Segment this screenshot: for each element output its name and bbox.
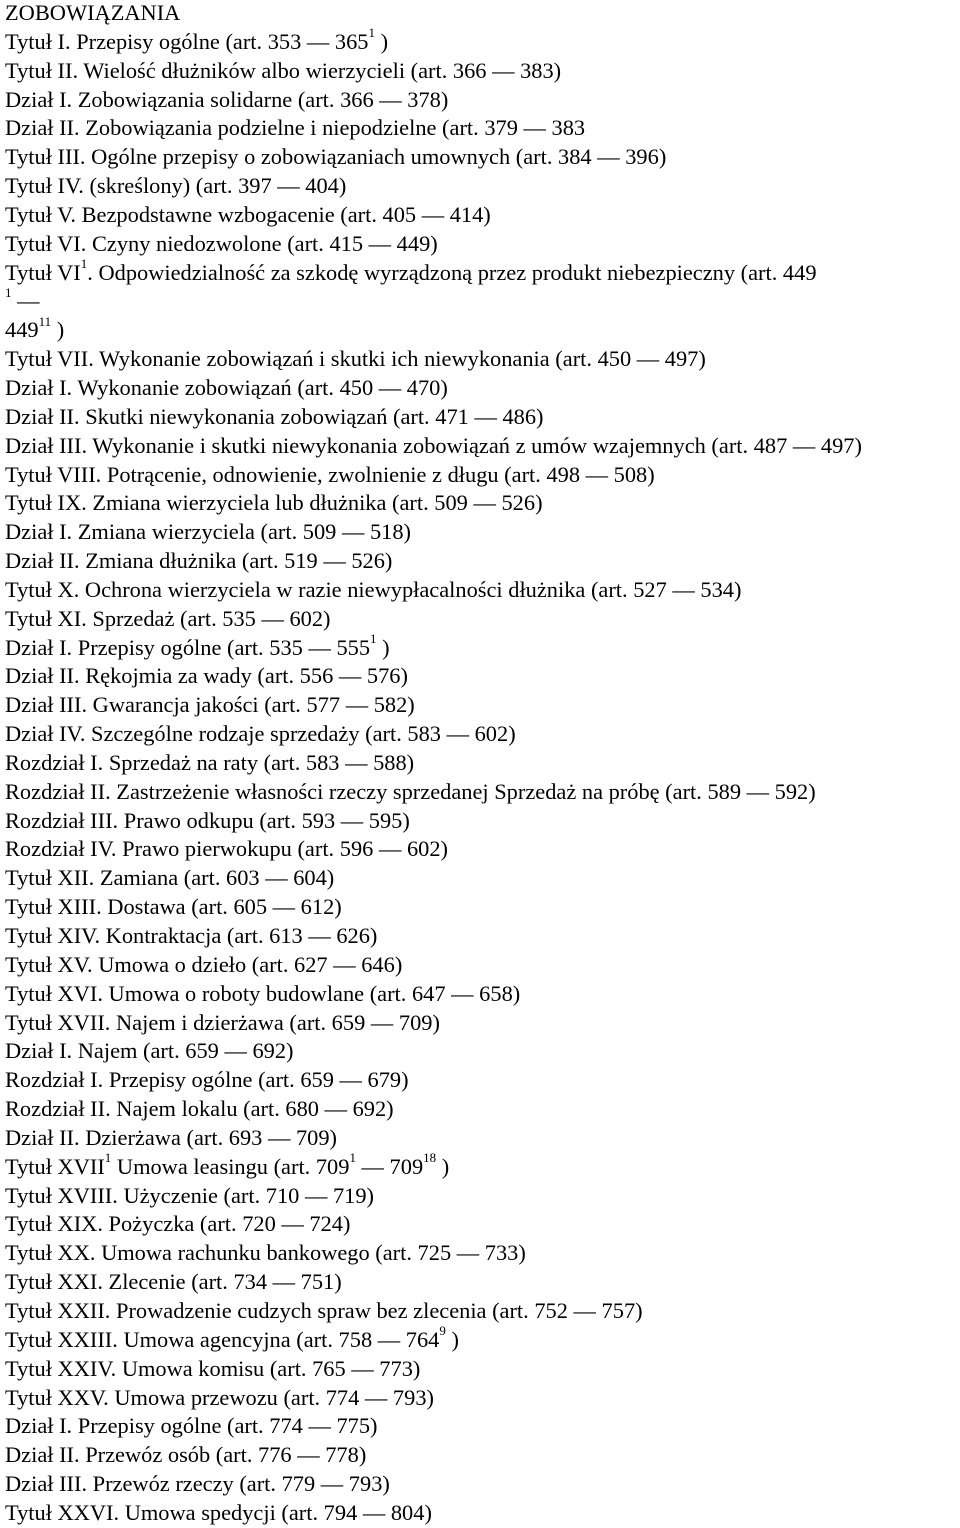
toc-entry [5, 1297, 955, 1326]
range-dash: — [341, 519, 370, 545]
range-end: 602) [289, 605, 331, 631]
toc-entry-text: Tytuł I. Przepisy ogólne (art. 353 [5, 28, 307, 54]
document-heading: ZOBOWIĄZANIA [5, 0, 181, 25]
range-dash: — [306, 28, 335, 54]
range-dash: — [272, 1269, 301, 1295]
toc-entry [5, 57, 955, 86]
toc-entry [5, 489, 955, 518]
toc-entry-text: Tytuł VI. Czyny niedozwolone (art. 415 [5, 230, 369, 256]
range-end: 602) [406, 836, 448, 862]
range-dash: — [573, 1297, 602, 1323]
range-end: 365 [334, 28, 369, 54]
superscript: 1 [349, 1150, 356, 1166]
toc-entry-text: Dział II. Przewóz osób (art. 776 [5, 1442, 298, 1468]
range-end: 692) [352, 1096, 394, 1122]
toc-entry [5, 835, 955, 864]
toc-entry [5, 1323, 955, 1355]
toc-entry [5, 1499, 955, 1528]
range-end: 709 [383, 1153, 424, 1179]
toc-entry-text: Dział III. Wykonanie i skutki niewykonania zobowiązań z umów wzajemnych (art. 487 [5, 432, 793, 458]
toc-entry-text: Tytuł XIX. Pożyczka (art. 720 [5, 1211, 282, 1237]
toc-entry [5, 313, 955, 345]
toc-entry [5, 1412, 955, 1441]
toc-entry-text: Tytuł XI. Sprzedaż (art. 535 [5, 605, 262, 631]
toc-entry-text: Dział II. Zmiana dłużnika (art. 519 [5, 548, 324, 574]
toc-entry [5, 951, 955, 980]
range-dash: — [281, 1211, 310, 1237]
toc-entry-text: Dział II. Rękojmia za wady (art. 556 [5, 663, 339, 689]
toc-entry [5, 345, 955, 374]
range-end: 626) [336, 923, 378, 948]
range-end: 592) [774, 778, 816, 804]
superscript: 1 [104, 1150, 112, 1166]
range-dash: — [324, 1096, 353, 1122]
range-end: 724) [309, 1211, 351, 1237]
toc-entry [5, 114, 955, 143]
range-dash: — [323, 548, 352, 574]
toc-entry-text: Rozdział IV. Prawo pierwokupu (art. 596 [5, 836, 379, 862]
range-dash: — [345, 749, 374, 775]
range-dash: — [585, 461, 614, 487]
range-dash: — [333, 951, 362, 977]
range-end: 793) [392, 1384, 434, 1410]
toc-entry [5, 1066, 955, 1095]
toc-entry-suffix: ) [51, 317, 65, 343]
range-end: 396) [625, 144, 667, 170]
toc-entry [5, 172, 955, 201]
range-dash: — [355, 1153, 384, 1179]
toc-entry [5, 1384, 955, 1413]
range-dash: — [265, 865, 294, 891]
range-dash: — [377, 1326, 406, 1352]
toc-entry-text: Tytuł XXIV. Umowa komisu (art. 765 [5, 1355, 352, 1381]
toc-entry-text: Tytuł III. Ogólne przepisy o zobowiązaniach umownych (art. 384 [5, 144, 598, 170]
toc-entry [5, 374, 955, 403]
range-end: 383) [520, 57, 562, 83]
superscript: 9 [439, 1323, 446, 1339]
range-end: 497) [820, 432, 862, 458]
toc-entry-text: Tytuł XXI. Zlecenie (art. 734 [5, 1269, 273, 1295]
range-dash: — [492, 57, 521, 83]
range-end: 497) [664, 346, 706, 372]
range-end: 449) [396, 230, 438, 256]
range-dash: — [308, 923, 337, 948]
toc-entry-suffix: ) [374, 28, 389, 54]
toc-entry [5, 1037, 955, 1066]
toc-entry [5, 605, 955, 634]
toc-entry [5, 1268, 955, 1297]
toc-entry [5, 256, 955, 288]
toc-entry-text: Rozdział II. Najem lokalu (art. 680 [5, 1096, 325, 1122]
toc-entry-text: Tytuł XVI. Umowa o roboty budowlane (art. 647 [5, 980, 452, 1006]
range-dash: — [297, 1442, 326, 1468]
toc-entry-text: Dział III. Przewóz rzeczy (art. 779 [5, 1471, 321, 1497]
range-end: 646) [361, 951, 403, 977]
toc-entry [5, 576, 955, 605]
toc-list [5, 25, 955, 1528]
range-dash: — [364, 1384, 393, 1410]
range-end: 404) [305, 173, 347, 199]
range-end: 470) [406, 374, 448, 400]
range-end: 692) [252, 1038, 294, 1064]
toc-entry-text: Tytuł XVII [5, 1153, 105, 1179]
toc-entry-text: Tytuł IV. (skreślony) (art. 397 [5, 173, 278, 199]
range-end: 764 [405, 1326, 440, 1352]
document-body [5, 0, 955, 1528]
toc-entry [5, 1182, 955, 1211]
toc-entry-suffix: — [11, 288, 40, 314]
range-dash: — [746, 778, 775, 804]
toc-entry-suffix: ) [436, 1153, 450, 1179]
toc-entry-text: Tytuł XXV. Umowa przewozu (art. 774 [5, 1384, 365, 1410]
toc-entry-text: Dział IV. Szczególne rodzaje sprzedaży (art. 583 [5, 721, 447, 747]
toc-entry [5, 807, 955, 836]
toc-entry-text: Tytuł XVII. Najem i dzierżawa (art. 659 [5, 1009, 371, 1035]
toc-entry-text: 449 [5, 317, 39, 343]
superscript: 1 [5, 284, 12, 300]
range-dash: — [272, 894, 301, 920]
range-dash: — [379, 86, 408, 112]
range-end: 526) [501, 490, 543, 516]
range-end: 582) [373, 692, 415, 718]
range-dash: — [351, 1355, 380, 1381]
toc-entry-text: Rozdział I. Przepisy ogólne (art. 659 [5, 1067, 340, 1093]
range-dash: — [378, 836, 407, 862]
toc-entry [5, 518, 955, 547]
range-end: 588) [373, 749, 415, 775]
range-end: 518) [369, 519, 411, 545]
toc-entry-text: Dział I. Przepisy ogólne (art. 535 [5, 634, 309, 660]
range-end: 719) [332, 1182, 375, 1208]
range-dash: — [224, 1038, 253, 1064]
toc-entry-text: Dział I. Przepisy ogólne (art. 774 [5, 1413, 309, 1439]
toc-entry [5, 25, 955, 57]
toc-entry [5, 720, 955, 749]
range-dash: — [308, 634, 337, 660]
toc-entry [5, 143, 955, 172]
range-dash: — [368, 230, 397, 256]
toc-entry-text: Tytuł VIII. Potrącenie, odnowienie, zwolnienie z długu (art. 498 [5, 461, 586, 487]
toc-entry-text: Tytuł XXII. Prowadzenie cudzych spraw bez zlecenia (art. 752 [5, 1297, 574, 1323]
range-end: 804) [390, 1499, 432, 1525]
toc-entry-text: Rozdział I. Sprzedaż na raty (art. 583 [5, 749, 346, 775]
range-dash: — [261, 605, 290, 631]
range-end: 604) [293, 865, 335, 891]
toc-entry [5, 864, 955, 893]
range-end: 414) [449, 201, 491, 227]
toc-entry [5, 1239, 955, 1268]
toc-entry [5, 230, 955, 259]
range-dash: — [339, 1067, 368, 1093]
range-dash: — [473, 490, 502, 516]
toc-entry-text: Tytuł IX. Zmiana wierzyciela lub dłużnika (art. 509 [5, 490, 474, 516]
range-dash: — [421, 201, 450, 227]
range-end: 658) [479, 980, 521, 1006]
toc-entry-text: Dział II. Skutki niewykonania zobowiązań (art. 471 [5, 403, 475, 429]
range-end: 383 [551, 115, 586, 141]
toc-entry-text: Tytuł XIV. Kontraktacja (art. 613 [5, 923, 309, 948]
toc-entry-text: Tytuł VII. Wykonanie zobowiązań i skutki ich niewykonania (art. 450 [5, 346, 637, 372]
toc-entry [5, 922, 955, 951]
range-dash: — [338, 663, 367, 689]
toc-entry [5, 201, 955, 230]
range-dash: — [474, 403, 503, 429]
toc-entry [5, 749, 955, 778]
toc-entry-text: Dział II. Dzierżawa (art. 693 [5, 1124, 268, 1150]
range-end: 733) [484, 1240, 526, 1266]
superscript: 18 [423, 1150, 437, 1166]
range-end: 709) [295, 1124, 337, 1150]
toc-entry [5, 631, 955, 663]
toc-entry-text: Dział I. Najem (art. 659 [5, 1038, 225, 1064]
range-end: 576) [366, 663, 408, 689]
range-dash: — [320, 1471, 349, 1497]
toc-entry [5, 284, 955, 316]
range-dash: — [523, 115, 552, 141]
toc-entry-text: Rozdział II. Zastrzeżenie własności rzeczy sprzedanej Sprzedaż na próbę (art. 589 [5, 778, 747, 804]
range-dash: — [378, 374, 407, 400]
toc-entry [5, 1009, 955, 1038]
toc-entry-text: Tytuł V. Bezpodstawne wzbogacenie (art. 405 [5, 201, 422, 227]
range-end: 595) [368, 807, 410, 833]
toc-entry [5, 432, 955, 461]
toc-entry [5, 1355, 955, 1384]
toc-entry-text: Tytuł II. Wielość dłużników albo wierzycieli (art. 366 [5, 57, 493, 83]
range-dash: — [308, 1413, 337, 1439]
toc-entry-text: Tytuł XV. Umowa o dzieło (art. 627 [5, 951, 334, 977]
range-end: 378) [407, 86, 449, 112]
range-end: 526) [351, 548, 393, 574]
toc-entry-text: Tytuł XVIII. Użyczenie (art. 710 [5, 1182, 305, 1208]
toc-entry [5, 662, 955, 691]
range-end: 757) [601, 1297, 643, 1323]
range-end: 508) [613, 461, 655, 487]
toc-entry-text: Tytuł XXVI. Umowa spedycji (art. 794 [5, 1499, 363, 1525]
range-dash: — [362, 1499, 391, 1525]
toc-entry-text: Dział II. Zobowiązania podzielne i niepodzielne (art. 379 [5, 115, 524, 141]
toc-entry [5, 1150, 955, 1182]
range-end: 751) [300, 1269, 342, 1295]
toc-entry [5, 893, 955, 922]
superscript: 1 [368, 25, 375, 41]
range-dash: — [456, 1240, 485, 1266]
toc-entry [5, 1470, 955, 1499]
range-end: 486) [502, 403, 544, 429]
superscript: 11 [38, 313, 52, 329]
range-end: 778) [325, 1442, 367, 1468]
toc-entry [5, 547, 955, 576]
toc-entry-text: Rozdział III. Prawo odkupu (art. 593 [5, 807, 341, 833]
range-dash: — [597, 144, 626, 170]
range-dash: — [277, 173, 306, 199]
range-end: 612) [300, 894, 342, 920]
range-dash: — [340, 807, 369, 833]
range-dash: — [446, 721, 475, 747]
toc-entry [5, 86, 955, 115]
toc-entry-text: Tytuł X. Ochrona wierzyciela w razie niewypłacalności dłużnika (art. 527 [5, 576, 673, 602]
toc-entry-suffix: ) [445, 1326, 459, 1352]
toc-entry-text: Dział I. Zmiana wierzyciela (art. 509 [5, 519, 342, 545]
toc-entry-text: Tytuł VI [5, 259, 81, 285]
range-dash: — [636, 346, 665, 372]
toc-entry [5, 403, 955, 432]
toc-entry-text: Tytuł XXIII. Umowa agencyjna (art. 758 [5, 1326, 378, 1352]
toc-entry-text: Dział III. Gwarancja jakości (art. 577 [5, 692, 346, 718]
toc-entry-text: Tytuł XX. Umowa rachunku bankowego (art. 725 [5, 1240, 457, 1266]
range-end: 534) [700, 576, 742, 602]
range-end: 773) [379, 1355, 421, 1381]
toc-entry-text: Dział I. Zobowiązania solidarne (art. 366 [5, 86, 380, 112]
range-end: 709) [398, 1009, 440, 1035]
toc-entry-suffix: . Odpowiedzialność za szkodę wyrządzoną przez produkt niebezpieczny (art. 449 [87, 259, 817, 285]
superscript: 1 [370, 631, 377, 647]
toc-entry [5, 1124, 955, 1153]
range-end: 679) [367, 1067, 409, 1093]
range-dash: — [304, 1182, 333, 1208]
toc-entry [5, 1441, 955, 1470]
toc-entry [5, 980, 955, 1009]
toc-entry [5, 1210, 955, 1239]
toc-entry-text: Tytuł XIII. Dostawa (art. 605 [5, 894, 273, 920]
superscript: 1 [80, 256, 88, 272]
range-dash: — [345, 692, 374, 718]
toc-entry [5, 461, 955, 490]
toc-entry-text: Dział I. Wykonanie zobowiązań (art. 450 [5, 374, 379, 400]
range-dash: — [792, 432, 821, 458]
range-dash: — [451, 980, 480, 1006]
range-end: 793) [348, 1471, 390, 1497]
range-end: 775) [336, 1413, 378, 1439]
range-dash: — [267, 1124, 296, 1150]
toc-entry-text: Tytuł XII. Zamiana (art. 603 [5, 865, 266, 891]
range-end: 602) [474, 721, 516, 747]
toc-entry-suffix: Umowa leasingu (art. 709 [111, 1153, 350, 1179]
range-end: 555 [336, 634, 371, 660]
range-dash: — [672, 576, 701, 602]
toc-entry [5, 1095, 955, 1124]
range-dash: — [370, 1009, 399, 1035]
toc-entry [5, 691, 955, 720]
toc-entry-suffix: ) [376, 634, 390, 660]
toc-entry [5, 778, 955, 807]
